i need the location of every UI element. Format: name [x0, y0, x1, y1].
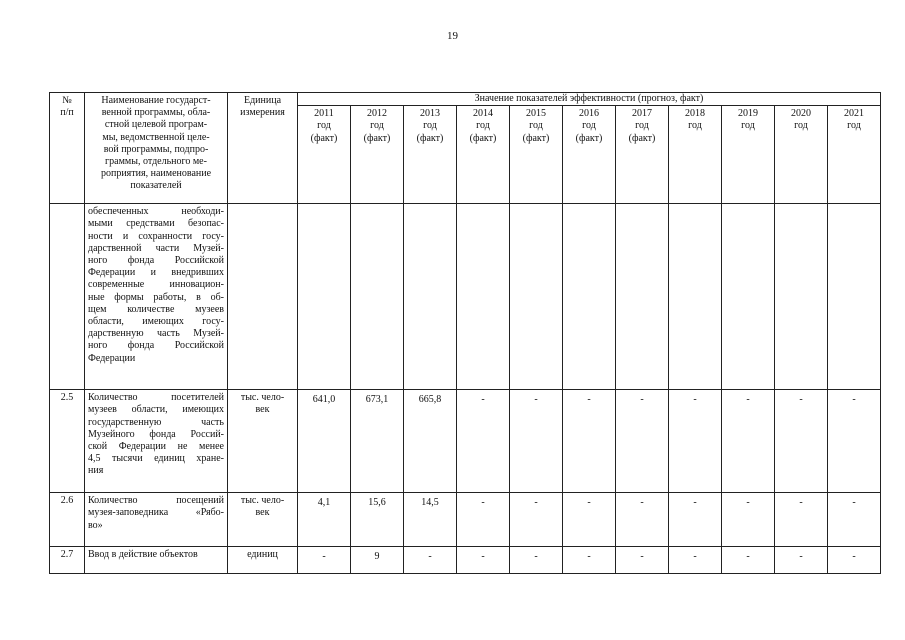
header-year-note: (факт)	[575, 132, 603, 144]
indicator-name-line: во»	[88, 519, 103, 531]
row-unit	[228, 204, 298, 390]
header-year-2011	[298, 106, 351, 204]
value-cell	[828, 204, 881, 390]
value-cell: -	[563, 547, 616, 574]
row-unit	[228, 493, 298, 547]
row-number	[50, 204, 85, 390]
value-cell: -	[563, 493, 616, 547]
value-cell: -	[616, 493, 669, 547]
header-year-number: 2012	[367, 108, 387, 120]
value-cell	[404, 204, 457, 390]
header-year-2015	[510, 106, 563, 204]
value-cell: -	[510, 390, 563, 493]
value-cell: 641,0	[298, 390, 351, 493]
value-cell: 14,5	[404, 493, 457, 547]
value-cell: -	[775, 390, 828, 493]
header-year-note: (факт)	[522, 132, 550, 144]
row-indicator-name	[85, 204, 228, 390]
indicator-name-line: музеев области, имеющих	[88, 404, 224, 416]
unit-line: век	[255, 404, 270, 416]
header-year-note: (факт)	[628, 132, 656, 144]
indicator-name-line: Музейного фонда Россий-	[88, 428, 224, 440]
value-cell: -	[298, 547, 351, 574]
row-number: 2.7	[50, 547, 85, 574]
header-unit-line: Единица	[243, 95, 282, 106]
header-year-number: 2013	[420, 108, 440, 120]
unit-line: единиц	[247, 549, 278, 561]
header-unit	[228, 93, 298, 204]
indicator-name-line: щем количестве музеев	[88, 303, 224, 315]
header-year-word: год	[582, 120, 596, 132]
indicator-name-line: ного фонда Российской	[88, 340, 224, 352]
value-cell: -	[510, 493, 563, 547]
table-row	[50, 204, 881, 390]
indicator-name-line: ния	[88, 465, 104, 477]
value-cell	[669, 204, 722, 390]
value-cell: -	[457, 547, 510, 574]
header-values-group: Значение показателей эффективности (прогноз, факт)	[298, 93, 881, 106]
header-name-line: венной программы, обла-	[101, 107, 211, 119]
value-cell: -	[722, 390, 775, 493]
indicator-name-line: дарственную часть Музей-	[88, 328, 224, 340]
value-cell: -	[722, 493, 775, 547]
header-year-word: год	[688, 120, 702, 132]
value-cell	[457, 204, 510, 390]
header-year-word: год	[741, 120, 755, 132]
indicator-name-line: обеспеченных необходи-	[88, 206, 224, 218]
indicator-name-line: области, имеющих госу-	[88, 316, 224, 328]
header-name-line: Наименование государст-	[101, 95, 211, 106]
value-cell: -	[563, 390, 616, 493]
value-cell	[722, 204, 775, 390]
header-year-word: год	[847, 120, 861, 132]
header-name-line: вой программы, подпро-	[103, 143, 209, 155]
value-cell: -	[616, 547, 669, 574]
indicator-name-line: музея-заповедника «Рябо-	[88, 507, 224, 519]
header-unit-line: измерения	[240, 107, 285, 119]
header-year-word: год	[423, 120, 437, 132]
header-no	[50, 93, 85, 204]
value-cell: 665,8	[404, 390, 457, 493]
value-cell: 673,1	[351, 390, 404, 493]
header-year-word: год	[529, 120, 543, 132]
header-year-note: (факт)	[310, 132, 338, 144]
value-cell: -	[457, 493, 510, 547]
row-indicator-name	[85, 390, 228, 493]
header-year-number: 2020	[791, 108, 811, 120]
header-year-number: 2019	[738, 108, 758, 120]
unit-line: тыс. чело-	[240, 495, 285, 507]
header-no-line: п/п	[60, 107, 74, 119]
header-year-2014	[457, 106, 510, 204]
header-name-line: стной целевой програм-	[104, 119, 208, 131]
header-year-number: 2014	[473, 108, 493, 120]
header-no-line: №	[62, 95, 72, 106]
header-year-word: год	[317, 120, 331, 132]
value-cell	[510, 204, 563, 390]
value-cell: -	[669, 493, 722, 547]
indicator-name-line: ской Федерации не менее	[88, 441, 224, 453]
value-cell: -	[775, 547, 828, 574]
header-year-word: год	[635, 120, 649, 132]
indicator-name-line: Федерации	[88, 352, 136, 364]
header-year-number: 2016	[579, 108, 599, 120]
indicator-name-line: Федерации и внедривших	[88, 267, 224, 279]
value-cell: 4,1	[298, 493, 351, 547]
value-cell: -	[404, 547, 457, 574]
value-cell: -	[510, 547, 563, 574]
header-year-2020	[775, 106, 828, 204]
header-name-line: показателей	[130, 180, 182, 192]
unit-line: век	[255, 507, 270, 519]
indicator-name-line: государственную часть	[88, 416, 224, 428]
row-unit	[228, 390, 298, 493]
indicators-table	[49, 92, 881, 574]
value-cell: -	[616, 390, 669, 493]
value-cell: -	[828, 547, 881, 574]
table-row	[50, 547, 881, 574]
indicator-name-line: Ввод в действие объектов	[88, 549, 198, 561]
header-name	[85, 93, 228, 204]
header-year-2018	[669, 106, 722, 204]
header-year-word: год	[370, 120, 384, 132]
value-cell: 9	[351, 547, 404, 574]
value-cell: -	[722, 547, 775, 574]
row-indicator-name	[85, 547, 228, 574]
indicator-name-line: ные формы работы, в об-	[88, 291, 224, 303]
value-cell	[563, 204, 616, 390]
value-cell	[298, 204, 351, 390]
header-year-2016	[563, 106, 616, 204]
value-cell: 15,6	[351, 493, 404, 547]
header-year-2017	[616, 106, 669, 204]
value-cell: -	[828, 493, 881, 547]
indicator-name-line: Количество посетителей	[88, 392, 224, 404]
indicator-name-line: Количество посещений	[88, 495, 224, 507]
indicator-name-line: мыми средствами безопас-	[88, 218, 224, 230]
row-number: 2.5	[50, 390, 85, 493]
value-cell	[351, 204, 404, 390]
table-row	[50, 390, 881, 493]
value-cell: -	[669, 547, 722, 574]
value-cell: -	[828, 390, 881, 493]
row-number: 2.6	[50, 493, 85, 547]
indicator-name-line: ности и сохранности госу-	[88, 230, 224, 242]
header-year-note: (факт)	[416, 132, 444, 144]
header-year-note: (факт)	[469, 132, 497, 144]
indicator-name-line: 4,5 тысячи единиц хране-	[88, 453, 224, 465]
header-name-line: роприятия, наименование	[100, 168, 212, 180]
indicator-name-line: современные инновацион-	[88, 279, 224, 291]
unit-line: тыс. чело-	[240, 392, 285, 404]
header-year-2013	[404, 106, 457, 204]
header-year-2019	[722, 106, 775, 204]
value-cell: -	[457, 390, 510, 493]
header-row-group	[50, 93, 881, 106]
indicator-name-line: дарственной части Музей-	[88, 242, 224, 254]
value-cell	[616, 204, 669, 390]
row-indicator-name	[85, 493, 228, 547]
header-year-note: (факт)	[363, 132, 391, 144]
row-unit	[228, 547, 298, 574]
header-name-line: граммы, отдельного ме-	[105, 156, 207, 168]
header-name-line: мы, ведомственной целе-	[102, 131, 210, 143]
header-year-number: 2017	[632, 108, 652, 120]
header-year-number: 2011	[314, 108, 334, 120]
header-year-number: 2018	[685, 108, 705, 120]
value-cell: -	[775, 493, 828, 547]
table-row	[50, 493, 881, 547]
page-number: 19	[447, 30, 458, 42]
value-cell: -	[669, 390, 722, 493]
header-year-2012	[351, 106, 404, 204]
header-year-word: год	[476, 120, 490, 132]
indicator-name-line: ного фонда Российской	[88, 255, 224, 267]
header-year-2021	[828, 106, 881, 204]
header-year-number: 2021	[844, 108, 864, 120]
header-year-word: год	[794, 120, 808, 132]
header-year-number: 2015	[526, 108, 546, 120]
value-cell	[775, 204, 828, 390]
